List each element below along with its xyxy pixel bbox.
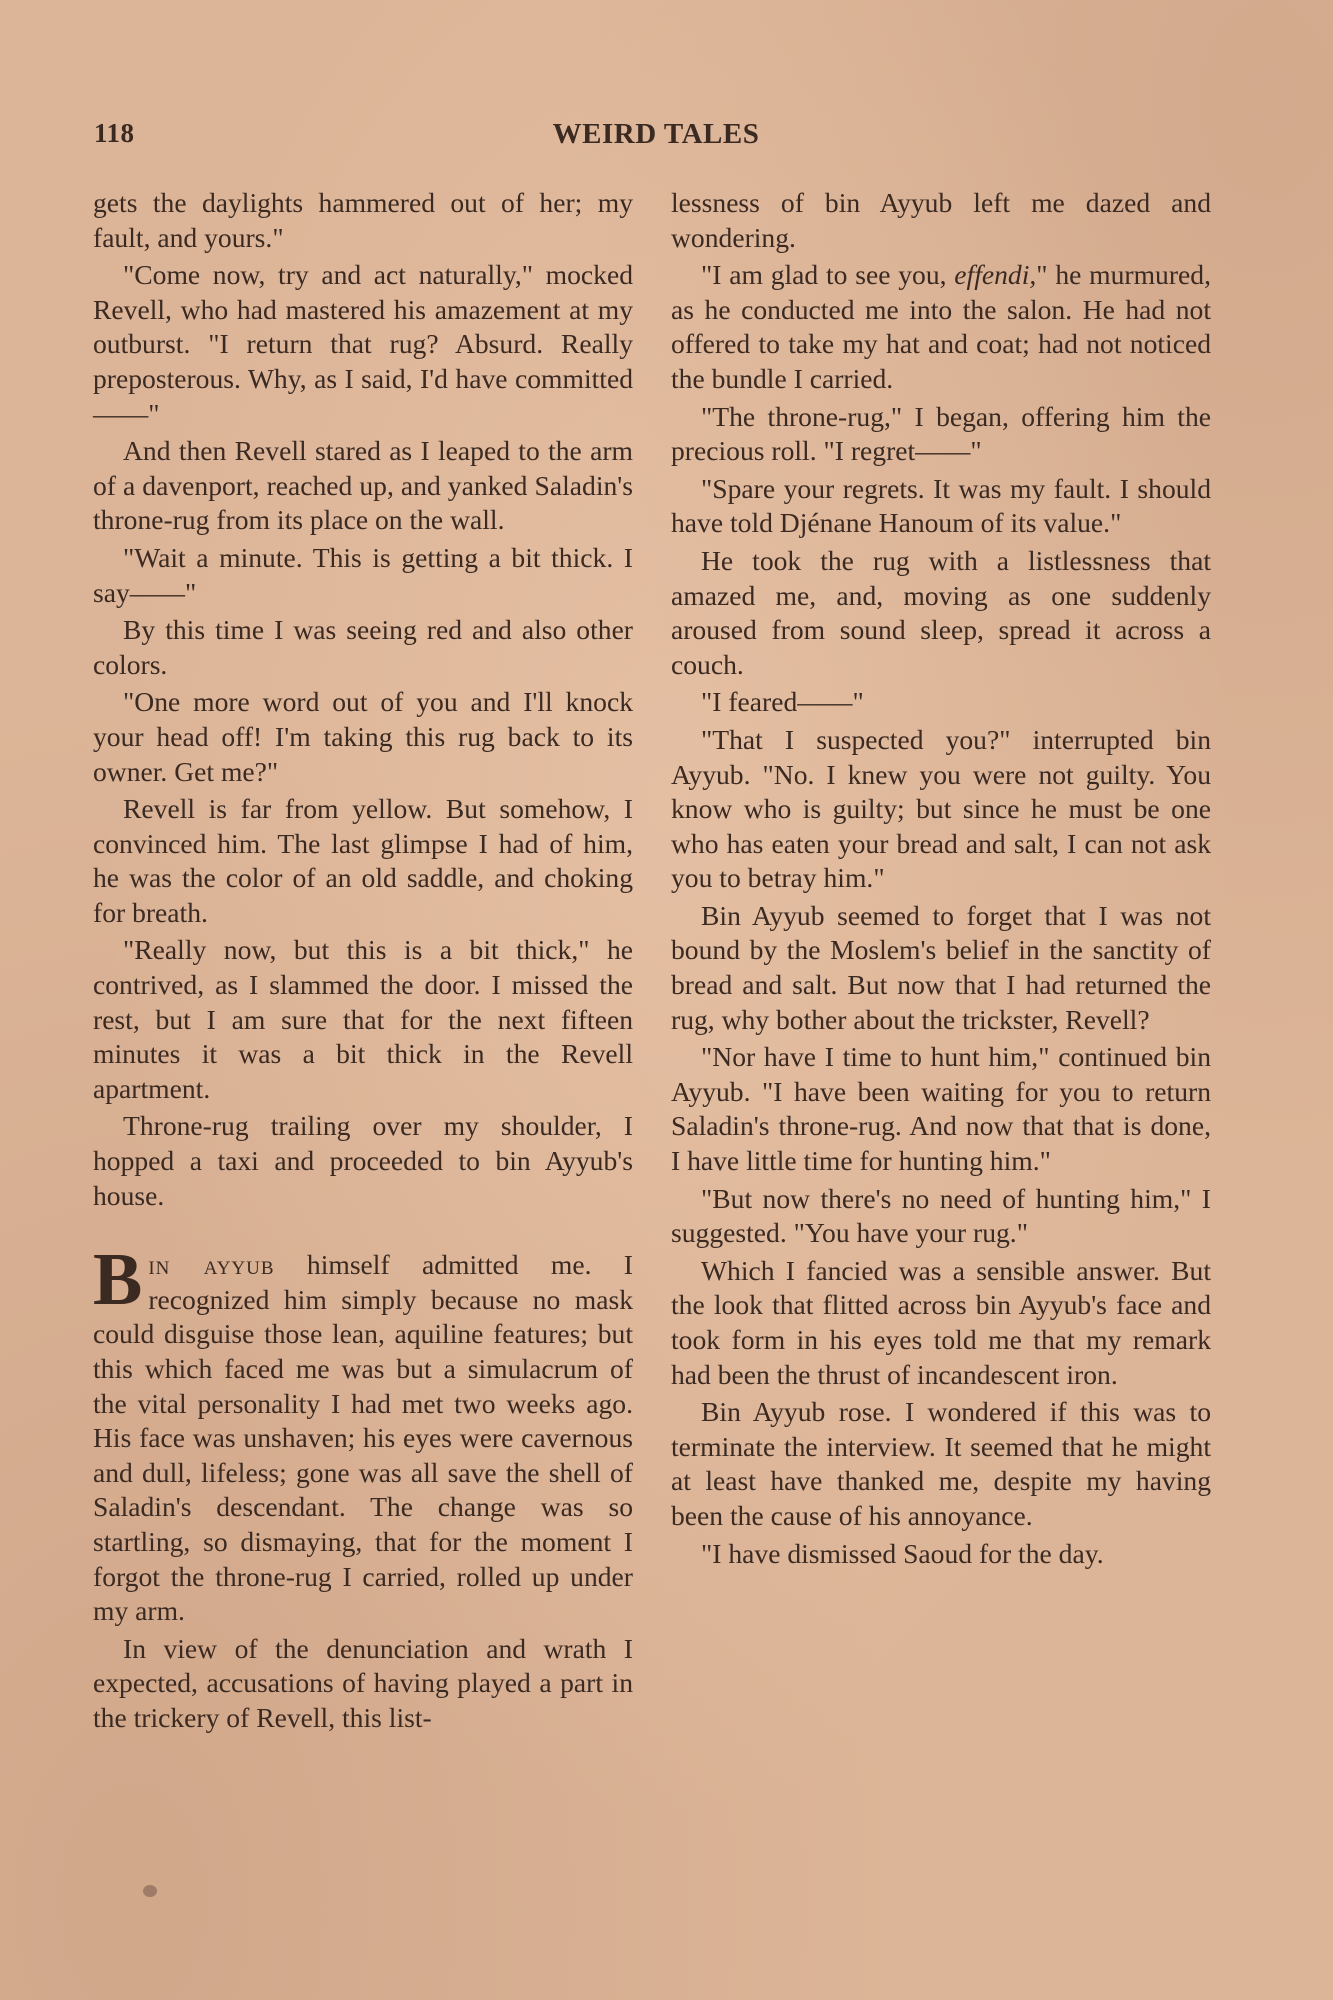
paragraph: lessness of bin Ayyub left me dazed and wondering. xyxy=(671,187,1211,253)
paragraph: Bin Ayyub rose. I wondered if this was to terminate the interview. It seemed that he might at least have thanked me, despite my having been the cause of his annoyance. xyxy=(671,1396,1211,1531)
paragraph: Bin Ayyub seemed to forget that I was not bound by the Moslem's belief in the sanctity of bread and salt. But now that I had returned the rug, why bother about the trickster, Revell? xyxy=(671,899,1211,1035)
page-number: 118 xyxy=(94,118,135,148)
right-column xyxy=(671,186,1211,1574)
paragraph: By this time I was seeing red and also other colors. xyxy=(93,614,633,680)
paragraph: Revell is far from yellow. But somehow, I convinced him. The last glimpse I had of him, he was the color of an old saddle, and choking for breath. xyxy=(93,793,633,928)
paragraph: "I feared——" xyxy=(701,686,864,718)
paragraph: "Come now, try and act naturally," mocked Revell, who had mastered his amazement at my outburst. "I return that rug? Absurd. Really preposterous. Why, as I said, I'd have committed——" xyxy=(93,259,633,429)
left-column xyxy=(93,186,633,1739)
paragraph: And then Revell stared as I leaped to the arm of a davenport, reached up, and yanked Saladin's throne-rug from its place on the wall. xyxy=(93,435,633,536)
paragraph: "One more word out of you and I'll knock your head off! I'm taking this rug back to its owner. Get me?" xyxy=(93,686,633,787)
page-header xyxy=(94,118,1218,158)
paragraph-text: himself admitted me. I recognized him simply because no mask could disguise those lean, aquiline features; but this which faced me was but a simulacrum of the vital personality I had met two weeks ago. His face was unshaven; his eyes were cavernous and dull, lifeless; gone was all save the shell of Saladin's descendant. The change was so startling, so dismaying, that for the moment I forgot the throne-rug I carried, rolled up under my arm. xyxy=(93,1249,633,1627)
paragraph: Which I fancied was a sensible answer. But the look that flitted across bin Ayyub's face and took form in his eyes told me that my remark had been the thrust of incandescent iron. xyxy=(671,1254,1211,1390)
drop-cap: B xyxy=(93,1239,143,1322)
paragraph-text: "I am glad to see you, xyxy=(701,259,955,291)
paragraph: In view of the denunciation and wrath I expected, accusations of having played a part in the trickery of Revell, this list- xyxy=(93,1632,633,1733)
small-caps-lead: in ayyub xyxy=(148,1249,275,1281)
paragraph: "Wait a minute. This is getting a bit thick. I say——" xyxy=(93,541,633,608)
paragraph: "Nor have I time to hunt him," continued bin Ayyub. "I have been waiting for you to return Saladin's throne-rug. And now that that is done, I have little time for hunting him." xyxy=(671,1041,1211,1177)
paragraph: "But now there's no need of hunting him," I suggested. "You have your rug." xyxy=(671,1182,1211,1249)
paragraph xyxy=(671,258,1211,396)
ink-smudge xyxy=(143,1885,157,1897)
paragraph-text: " he murmured, as he conducted me into the salon. He had not offered to take my hat and coat; had not noticed the bundle I carried. xyxy=(671,259,1211,394)
paragraph: "I have dismissed Saoud for the day. xyxy=(701,1537,1104,1569)
paragraph: He took the rug with a listlessness that amazed me, and, moving as one suddenly aroused from sound sleep, spread it across a couch. xyxy=(671,544,1211,680)
paragraph: gets the daylights hammered out of her; my fault, and yours." xyxy=(93,187,633,253)
paragraph: "That I suspected you?" interrupted bin Ayyub. "No. I knew you were not guilty. You know who is guilty; but since he must be one who has eaten your bread and salt, I can not ask you to betray him." xyxy=(671,723,1211,894)
paragraph: "The throne-rug," I began, offering him the precious roll. "I regret——" xyxy=(671,400,1211,467)
paragraph: "Really now, but this is a bit thick," he contrived, as I slammed the door. I missed the rest, but I am sure that for the next fifteen minutes it was a bit thick in the Revell apartment. xyxy=(93,934,633,1104)
section-opening-paragraph xyxy=(93,1239,633,1629)
running-head: WEIRD TALES xyxy=(552,118,760,150)
section-break xyxy=(93,1216,633,1248)
italic-word: effendi, xyxy=(954,259,1037,291)
paragraph: "Spare your regrets. It was my fault. I should have told Djénane Hanoum of its value." xyxy=(671,472,1211,539)
paragraph: Throne-rug trailing over my shoulder, I hopped a taxi and proceeded to bin Ayyub's house. xyxy=(93,1110,633,1211)
